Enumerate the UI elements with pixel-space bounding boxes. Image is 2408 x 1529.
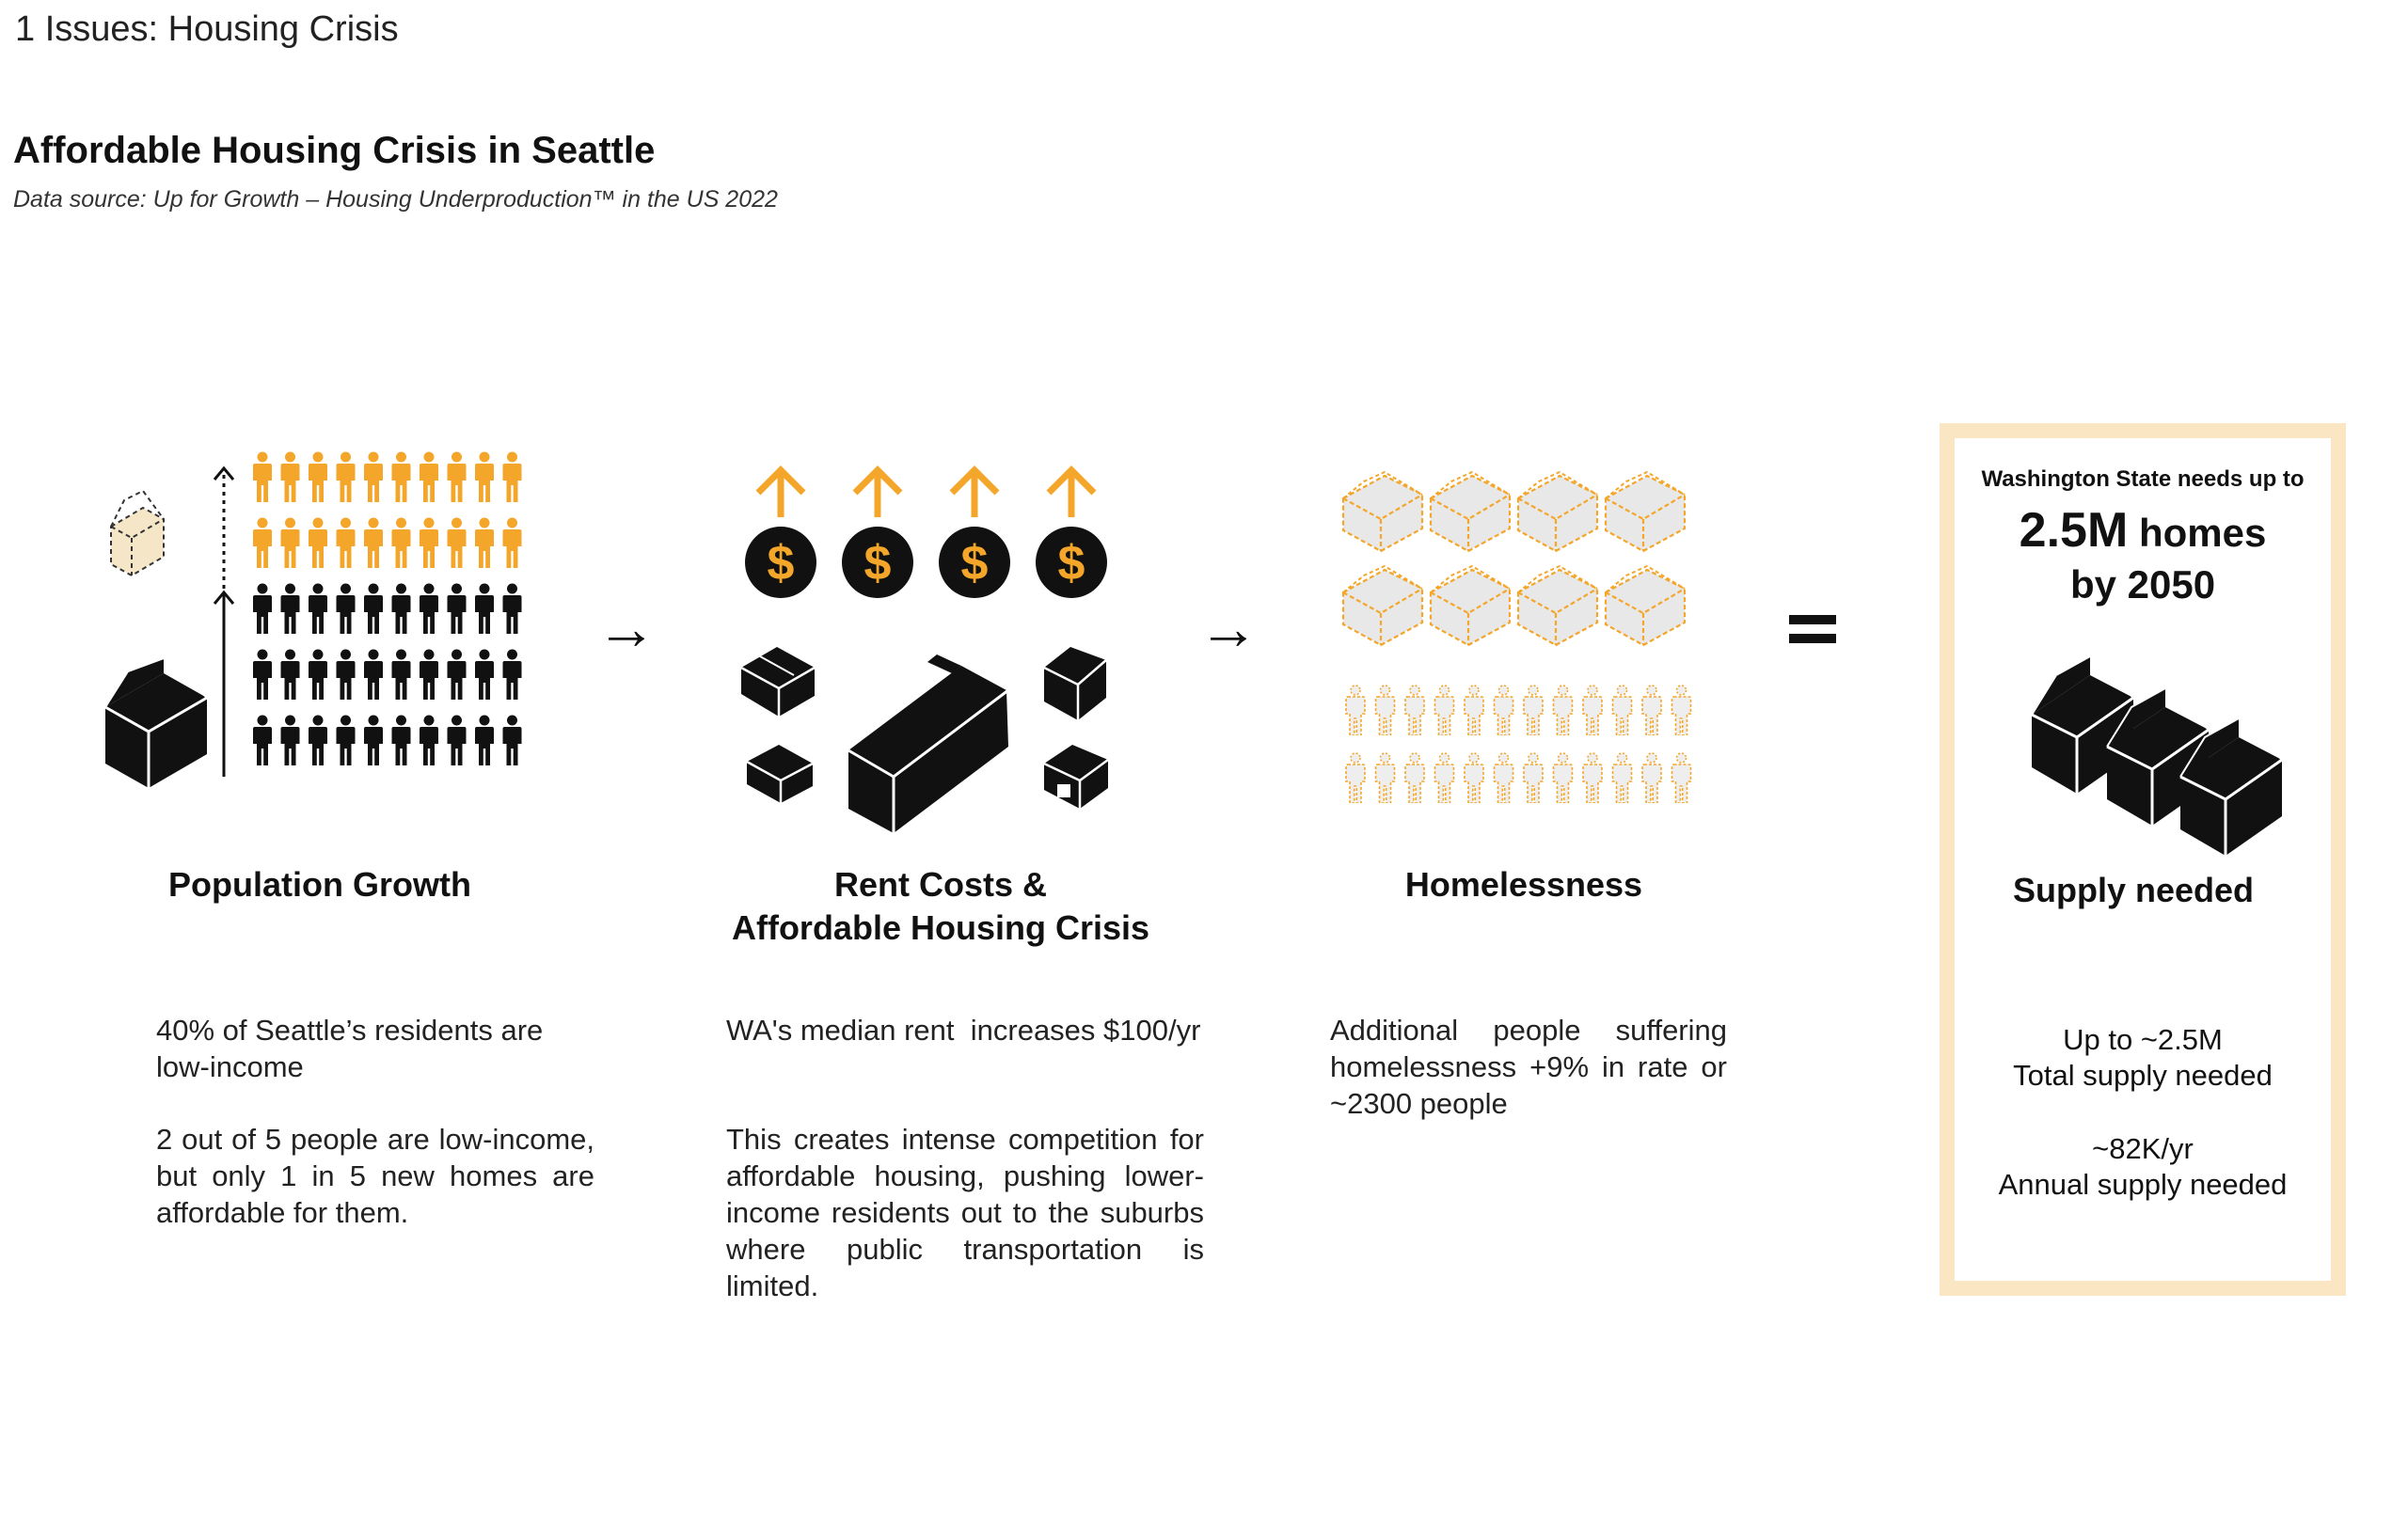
- person-icon-black: [253, 584, 272, 635]
- person-icon-black: [420, 584, 438, 635]
- up-arrow-icon: [1049, 470, 1094, 517]
- dollar-coin-icon: [745, 527, 816, 598]
- dashed-house-icon: [1343, 472, 1422, 551]
- person-icon-orange: [253, 452, 272, 503]
- person-icon-black: [503, 716, 522, 766]
- total-supply-value: Up to ~2.5M: [2063, 1023, 2223, 1056]
- person-icon-orange: [309, 518, 327, 569]
- person-icon-black: [364, 650, 383, 701]
- dashed-person-icon: [1376, 686, 1395, 735]
- person-icon-orange: [281, 518, 300, 569]
- rent-costs-title-line1: Rent Costs &: [833, 865, 1048, 904]
- rent-costs-title-line2: Affordable Housing Crisis: [731, 908, 1150, 947]
- person-icon-black: [281, 716, 300, 766]
- person-icon-black: [503, 584, 522, 635]
- person-icon-orange: [420, 518, 438, 569]
- person-icon-orange: [420, 452, 438, 503]
- person-icon-orange: [337, 518, 356, 569]
- population-growth-title: Population Growth: [168, 865, 471, 904]
- dashed-person-icon: [1672, 753, 1691, 803]
- person-icon-black: [309, 584, 327, 635]
- person-icon-orange: [337, 452, 356, 503]
- supply-big-unit: homes: [2128, 511, 2267, 555]
- house-row-icon: [2032, 656, 2286, 844]
- dashed-house-icon: [1518, 566, 1597, 645]
- median-rent-text: WA's median rent increases $100/yr: [726, 1014, 1201, 1047]
- person-icon-black: [420, 716, 438, 766]
- person-icon-black: [392, 584, 411, 635]
- supply-intro-text: Washington State needs up to: [1981, 466, 2305, 492]
- page-heading: 1 Issues: Housing Crisis: [15, 9, 399, 49]
- dashed-person-icon: [1613, 753, 1632, 803]
- dashed-person-icon: [1376, 753, 1395, 803]
- page-title: Affordable Housing Crisis in Seattle: [13, 130, 656, 171]
- up-arrow-icon: [855, 470, 900, 517]
- person-icon-orange: [448, 518, 467, 569]
- dashed-person-icon: [1346, 753, 1365, 803]
- person-icon-black: [309, 716, 327, 766]
- svg-text:$: $: [767, 536, 795, 591]
- dollar-coin-icon: [1036, 527, 1107, 598]
- person-icon-black: [364, 716, 383, 766]
- svg-text:$: $: [960, 536, 989, 591]
- person-icon-orange: [253, 518, 272, 569]
- building-icon: [741, 647, 815, 717]
- dashed-house-icon: [1431, 472, 1510, 551]
- annual-supply-label: Annual supply needed: [1998, 1168, 2288, 1201]
- dashed-house-icon: [1606, 566, 1685, 645]
- person-icon-orange: [475, 518, 494, 569]
- homelessness-stat-text: Additional people suffering homelessness +9% in rate or ~2300 people: [1330, 1014, 1727, 1120]
- person-icon-black: [281, 650, 300, 701]
- dashed-person-icon: [1495, 753, 1513, 803]
- person-icon-black: [475, 650, 494, 701]
- rent-costs-title: [715, 863, 1166, 950]
- dashed-house-icon: [1518, 472, 1597, 551]
- dashed-person-icon: [1613, 686, 1632, 735]
- person-icon-black: [420, 650, 438, 701]
- supply-needed-panel: [1940, 423, 2346, 1296]
- total-supply-label: Total supply needed: [2013, 1059, 2273, 1092]
- dollar-coin-icon: [939, 527, 1010, 598]
- person-icon-orange: [503, 518, 522, 569]
- person-icon-black: [503, 650, 522, 701]
- person-icon-orange: [392, 518, 411, 569]
- person-icon-black: [448, 716, 467, 766]
- up-arrow-icon: [952, 470, 997, 517]
- person-icon-black: [309, 650, 327, 701]
- person-icon-orange: [309, 452, 327, 503]
- person-icon-orange: [448, 452, 467, 503]
- person-icon-orange: [392, 452, 411, 503]
- data-source-caption: Data source: Up for Growth – Housing Underproduction™ in the US 2022: [13, 186, 778, 213]
- dashed-house-icon: [1343, 566, 1422, 645]
- dashed-person-icon: [1435, 753, 1454, 803]
- building-icon: [1044, 745, 1108, 809]
- person-icon-black: [448, 650, 467, 701]
- growth-arrow-icon: [214, 468, 233, 777]
- dashed-person-icon: [1435, 686, 1454, 735]
- dashed-person-icon: [1495, 686, 1513, 735]
- dashed-person-icon: [1465, 686, 1483, 735]
- dashed-person-icon: [1642, 753, 1661, 803]
- person-icon-black: [475, 716, 494, 766]
- dashed-person-icon: [1405, 753, 1424, 803]
- dashed-person-icon: [1583, 753, 1602, 803]
- svg-text:$: $: [1057, 536, 1085, 591]
- person-icon-black: [392, 716, 411, 766]
- homelessness-title: Homelessness: [1404, 865, 1643, 904]
- annual-supply-value: ~82K/yr: [2092, 1132, 2194, 1165]
- person-icon-black: [448, 584, 467, 635]
- supply-headline: [1955, 503, 2331, 567]
- person-icon-orange: [364, 518, 383, 569]
- dashed-person-icon: [1405, 686, 1424, 735]
- dashed-person-icon: [1524, 753, 1543, 803]
- svg-text:$: $: [863, 536, 892, 591]
- dashed-person-icon: [1346, 686, 1365, 735]
- supply-needed-title: Supply needed: [2012, 871, 2255, 909]
- population-affordability-text: 2 out of 5 people are low-income, but only 1 in 5 new homes are affordable for them.: [156, 1123, 594, 1229]
- person-icon-orange: [281, 452, 300, 503]
- person-icon-black: [475, 584, 494, 635]
- house-solid-icon: [105, 658, 207, 788]
- person-icon-orange: [475, 452, 494, 503]
- rent-costs-illustration: [734, 461, 1129, 818]
- population-stat-text: 40% of Seattle’s residents are low-income: [156, 1014, 544, 1083]
- equals-icon: [1789, 613, 1836, 647]
- homelessness-illustration: [1336, 470, 1712, 818]
- dashed-person-icon: [1642, 686, 1661, 735]
- person-icon-black: [253, 650, 272, 701]
- person-icon-black: [392, 650, 411, 701]
- up-arrow-icon: [758, 470, 803, 517]
- competition-text: This creates intense competition for affordable housing, pushing lower-income residents out to the suburbs where public transportation is limited.: [726, 1123, 1204, 1302]
- dashed-person-icon: [1583, 686, 1602, 735]
- person-icon-black: [253, 716, 272, 766]
- person-icon-orange: [503, 452, 522, 503]
- dashed-person-icon: [1554, 686, 1573, 735]
- building-icon: [1044, 647, 1106, 720]
- person-icon-black: [364, 584, 383, 635]
- arrow-right-icon: →: [1198, 594, 1259, 662]
- person-icon-black: [337, 584, 356, 635]
- building-icon: [848, 654, 1008, 833]
- supply-big-value: 2.5M: [2019, 503, 2129, 558]
- dashed-person-icon: [1554, 753, 1573, 803]
- arrow-right-icon: →: [596, 594, 657, 662]
- person-icon-black: [337, 650, 356, 701]
- dashed-person-icon: [1524, 686, 1543, 735]
- dashed-house-icon: [1606, 472, 1685, 551]
- dashed-person-icon: [1465, 753, 1483, 803]
- population-growth-illustration: [94, 451, 536, 790]
- house-outline-icon: [111, 491, 164, 575]
- dollar-coin-icon: [842, 527, 913, 598]
- person-icon-black: [337, 716, 356, 766]
- building-icon: [747, 745, 813, 803]
- person-icon-orange: [364, 452, 383, 503]
- supply-year-line: by 2050: [2069, 562, 2216, 607]
- person-icon-black: [281, 584, 300, 635]
- dashed-house-icon: [1431, 566, 1510, 645]
- dashed-person-icon: [1672, 686, 1691, 735]
